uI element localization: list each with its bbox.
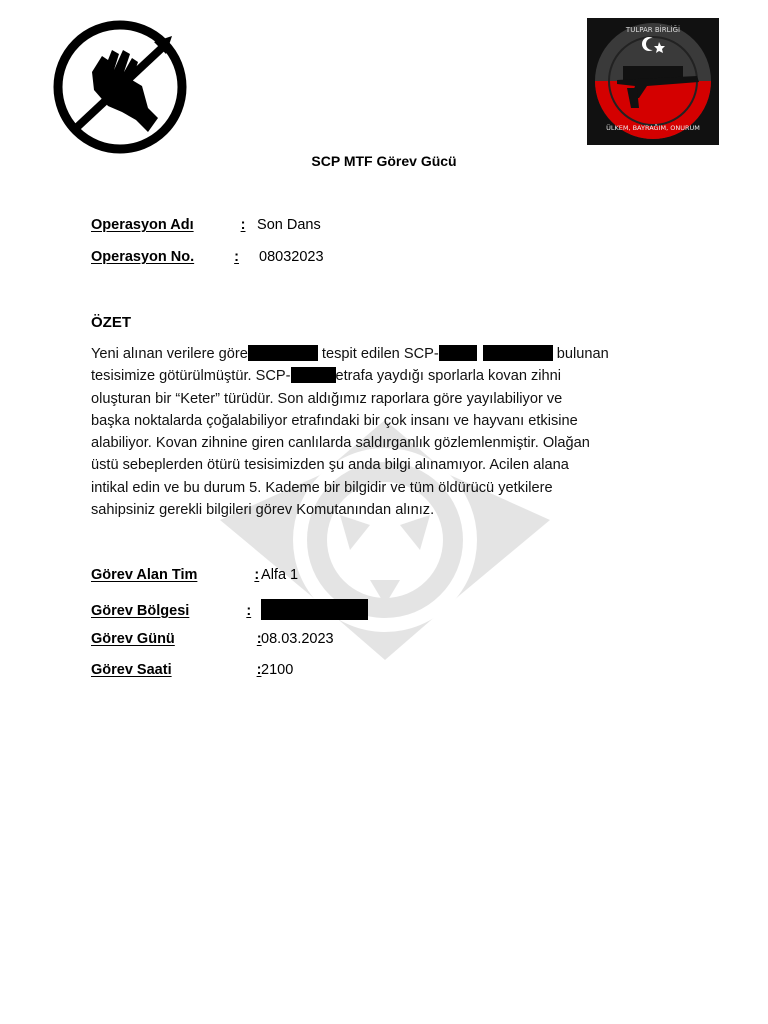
summary-line: Yeni alınan verilere göre tespit edilen SCP- bulunan — [91, 346, 609, 362]
mission-region-row — [91, 599, 368, 620]
summary-line: oluşturan bir “Keter” türüdür. Son aldığımız raporlara göre yayılabiliyor ve — [91, 390, 563, 407]
mission-team-row — [91, 567, 298, 583]
operation-name-row — [91, 217, 321, 233]
mission-date-row — [91, 631, 334, 647]
summary-line: başka noktalarda çoğalabiliyor etrafındaki bir çok insanı ve hayvanı etkisine — [91, 412, 578, 429]
operation-name-label: Operasyon Adı : — [91, 217, 246, 233]
summary-line: intikal edin ve bu durum 5. Kademe bir bilgidir ve tüm öldürücü yetkilere — [91, 479, 553, 496]
mission-region-redaction — [261, 599, 368, 620]
mission-team-value: Alfa 1 — [261, 567, 299, 583]
tulpar-birligi-emblem-icon — [587, 18, 719, 145]
operation-name-value: Son Dans — [257, 217, 321, 233]
summary-line: sahipsiniz gerekli bilgileri görev Komutanından alınız. — [91, 502, 435, 519]
mission-time-value: 2100 — [261, 662, 294, 678]
mission-date-value: 08.03.2023 — [261, 631, 334, 647]
operation-number-row — [91, 249, 324, 265]
emblem-bottom-text: ÜLKEM, BAYRAĞIM, ONURUM — [606, 124, 700, 132]
hand-holding-arrow-prohibited-icon — [50, 20, 190, 155]
mission-region-label: Görev Bölgesi : — [91, 603, 252, 619]
redaction-bar — [291, 367, 336, 383]
mission-team-label: Görev Alan Tim : — [91, 567, 260, 583]
redaction-bar — [483, 345, 553, 361]
redaction-bar — [439, 345, 477, 361]
redaction-bar — [248, 345, 318, 361]
emblem-top-text: TULPAR BİRLİĞİ — [625, 26, 681, 34]
summary-line: tesisimize götürülmüştür. SCP- etrafa yaydığı sporlarla kovan zihni — [91, 368, 562, 385]
mission-time-row — [91, 662, 293, 678]
summary-heading: ÖZET — [91, 314, 131, 331]
operation-number-label: Operasyon No. : — [91, 249, 239, 265]
mission-date-label: Görev Günü : — [91, 631, 262, 647]
operation-number-value: 08032023 — [259, 249, 324, 265]
summary-line: alabiliyor. Kovan zihnine giren canlılarda saldırganlık gözlemlenmiştir. Olağan — [91, 435, 590, 452]
mission-time-label: Görev Saati : — [91, 662, 262, 678]
summary-text — [91, 343, 661, 521]
document-title: SCP MTF Görev Gücü — [311, 153, 457, 169]
summary-line: üstü sebeplerden ötürü tesisimizden şu anda bilgi alınamıyor. Acilen alana — [91, 457, 569, 474]
